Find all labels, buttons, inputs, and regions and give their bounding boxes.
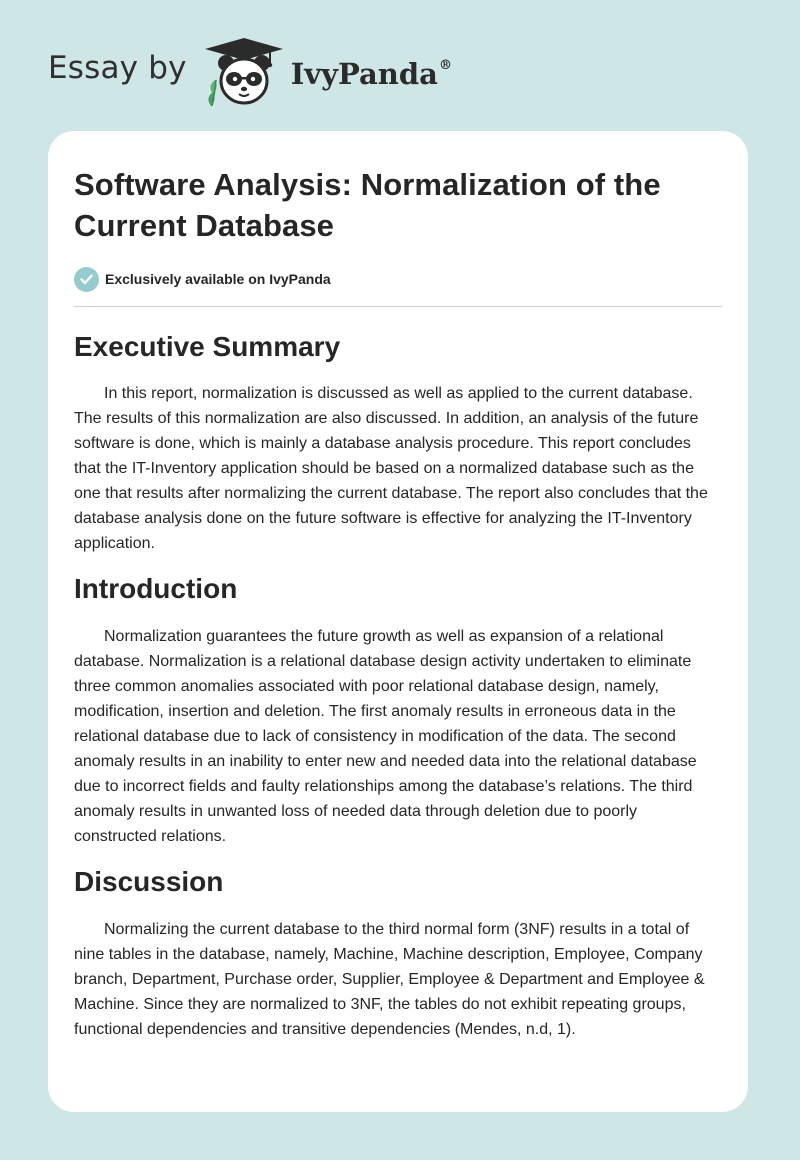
section-paragraph: Normalizing the current database to the third normal form (3NF) results in a total of nine tables in the database, namely, Machine, Machine description, Employee, Company branch, Department, Purchase order, Supplier, Employee & Department and Employee & Machine. Since they are normalized to 3NF, the tables do not exhibit repeating groups, functional dependencies and transitive dependencies (Mendes, n.d, 1).	[74, 921, 705, 1038]
divider	[74, 306, 722, 307]
exclusive-badge	[74, 266, 722, 292]
site-header	[48, 36, 452, 108]
brand-prefix: Essay by	[48, 50, 187, 86]
section-paragraph: In this report, normalization is discussed as well as applied to the current database. The results of this normalization are also discussed. In addition, an analysis of the future software is done, which is mainly a database analysis procedure. This report concludes that the IT-Inventory application should be based on a normalized database such as the one that results after normalizing the current database. The report also concludes that the database analysis done on the future software is effective for analyzing the IT-Inventory application.	[74, 385, 708, 552]
section-heading: Executive Summary	[74, 331, 341, 362]
panda-graduate-icon[interactable]	[203, 36, 285, 108]
section-executive-summary	[74, 330, 722, 556]
section-heading: Introduction	[74, 573, 238, 604]
section-discussion	[74, 865, 722, 1042]
registered-mark: ®	[438, 58, 452, 74]
section-heading: Discussion	[74, 866, 224, 897]
brand-name[interactable]: IvyPanda®	[290, 57, 452, 91]
check-circle-icon	[74, 267, 99, 292]
page-title: Software Analysis: Normalization of the Current Database	[74, 167, 661, 243]
section-introduction	[74, 572, 722, 849]
essay-card	[48, 131, 748, 1112]
exclusive-label: Exclusively available on IvyPanda	[105, 271, 331, 287]
section-paragraph: Normalization guarantees the future growth as well as expansion of a relational database. Normalization is a relational database design activity undertaken to eliminate three common anomalies associated with poor relational database design, namely, modification, insertion and deletion. The first anomaly results in erroneous data in the relational database due to lack of consistency in modification of the data. The second anomaly results in an inability to enter new and needed data into the relational database due to incorrect fields and faulty relationships among the database’s relations. The third anomaly results in unwanted loss of needed data through deletion due to poorly constructed relations.	[74, 628, 697, 845]
